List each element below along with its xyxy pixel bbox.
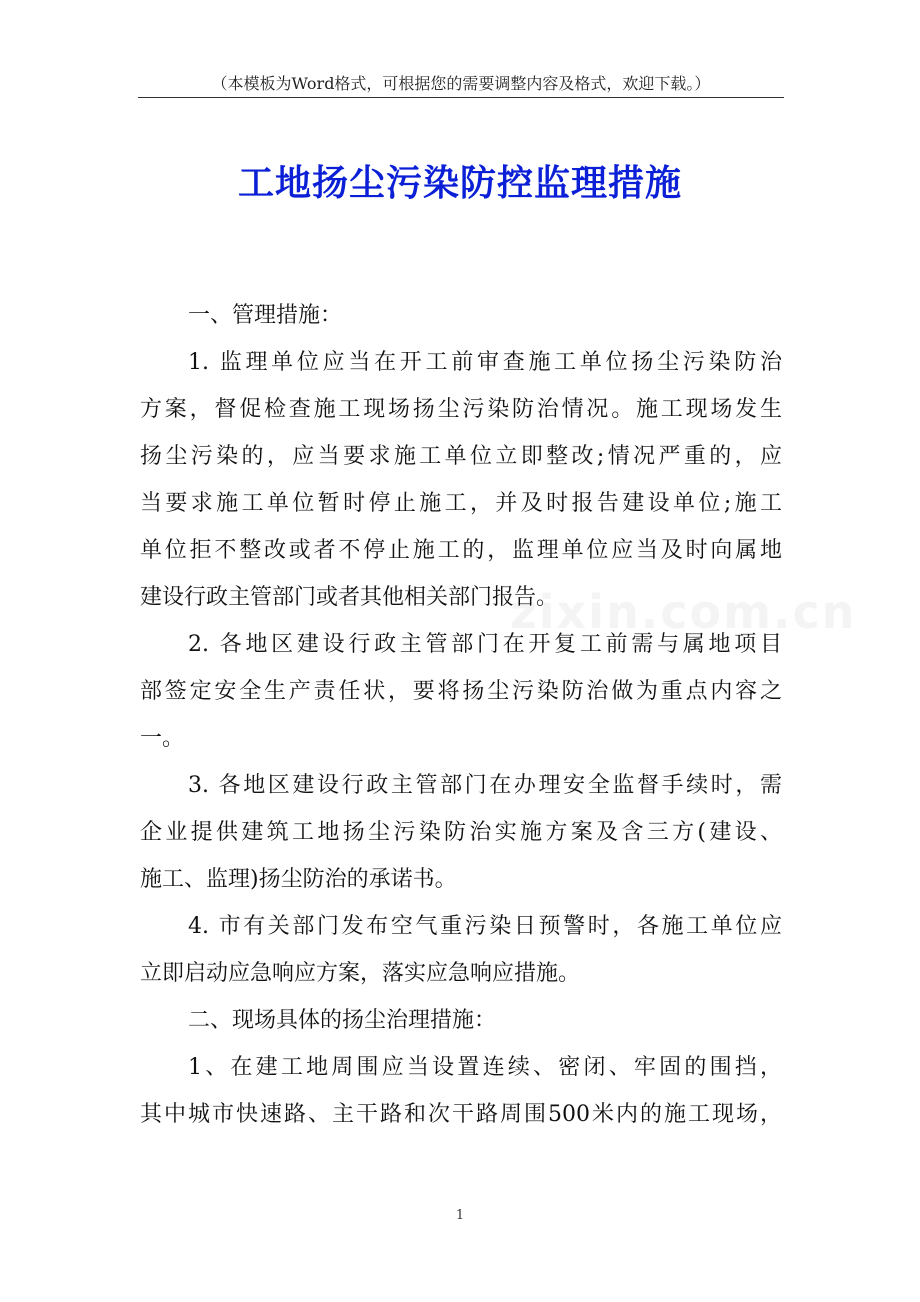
section-heading: 一、管理措施： [188,303,343,328]
paragraph-line: 企业提供建筑工地扬尘污染防治实施方案及含三方(建设、 [140,820,782,845]
section-heading: 二、现场具体的扬尘治理措施： [188,1008,497,1033]
paragraph-line: 1. 监理单位应当在开工前审查施工单位扬尘污染防治 [188,350,782,375]
paragraph-line: 当要求施工单位暂时停止施工，并及时报告建设单位;施工 [140,491,782,516]
document-body [140,292,782,1138]
paragraph-line: 扬尘污染的，应当要求施工单位立即整改;情况严重的，应 [140,444,782,469]
paragraph-line: 其中城市快速路、主干路和次干路周围500米内的施工现场， [140,1102,782,1127]
paragraph-line: 立即启动应急响应方案，落实应急响应措施。 [140,961,581,986]
header-divider [138,97,784,98]
paragraph-line: 单位拒不整改或者不停止施工的，监理单位应当及时向属地 [140,538,782,563]
paragraph-line: 建设行政主管部门或者其他相关部门报告。 [140,585,559,610]
paragraph-line: 3. 各地区建设行政主管部门在办理安全监督手续时，需 [188,773,782,798]
paragraph-line: 2. 各地区建设行政主管部门在开复工前需与属地项目 [188,632,782,657]
paragraph-line: 1、在建工地周围应当设置连续、密闭、牢固的围挡， [188,1055,782,1080]
document-title: 工地扬尘污染防控监理措施 [237,162,682,204]
watermark: zixin.com.cn [510,585,857,639]
paragraph-line: 部签定安全生产责任状，要将扬尘污染防治做为重点内容之 [140,679,782,704]
paragraph-line: 4. 市有关部门发布空气重污染日预警时，各施工单位应 [188,914,782,939]
paragraph-line: 施工、监理)扬尘防治的承诺书。 [140,867,457,892]
page-number: 1 [455,1208,465,1223]
paragraph-line: 一。 [140,726,185,751]
template-note: （本模板为Word格式，可根据您的需要调整内容及格式，欢迎下载。） [211,74,711,93]
paragraph-line: 方案，督促检查施工现场扬尘污染防治情况。施工现场发生 [140,397,782,422]
